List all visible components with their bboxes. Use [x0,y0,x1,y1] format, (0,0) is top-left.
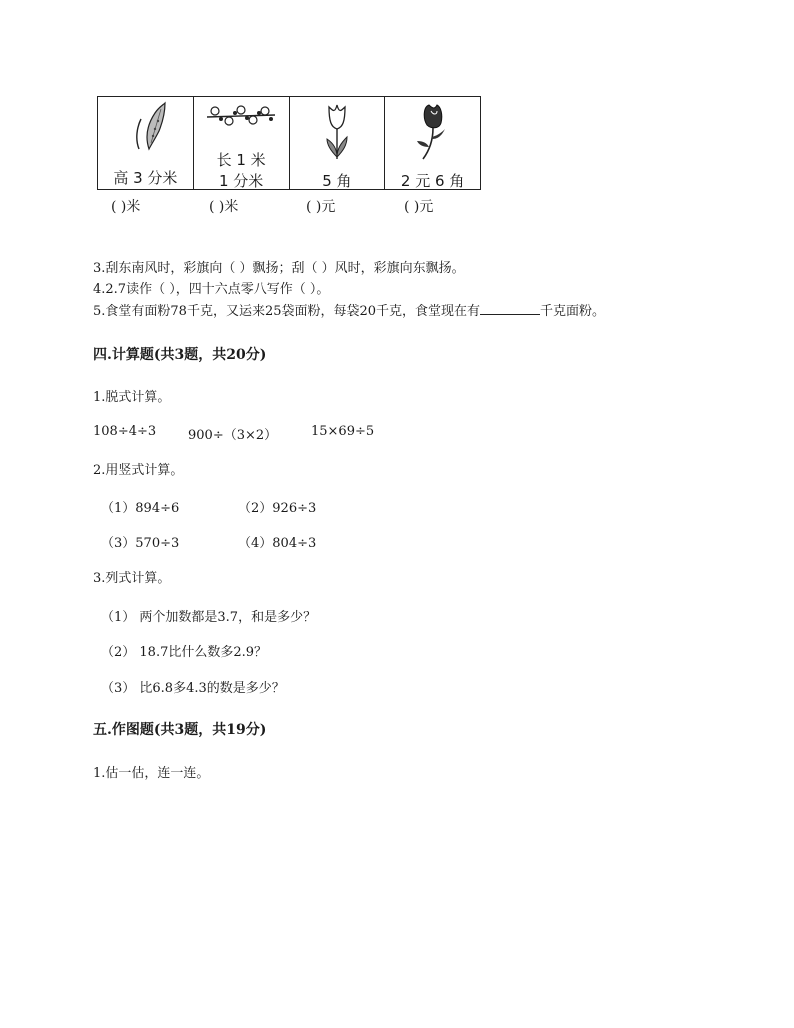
calc-item: 108÷4÷3 [93,424,157,439]
table-cell-tulip [290,97,386,189]
answer-line[interactable] [480,302,540,315]
answer-blank[interactable]: ( )米 [209,199,239,215]
tulip-icon [307,101,367,161]
cell-label: 长 1 米 [216,151,266,169]
word-problem: （2） 18.7比什么数多2.9？ [101,645,268,660]
word-problem: （1） 两个加数都是3.7，和是多少？ [101,610,317,625]
answer-blank[interactable]: ( )元 [404,199,434,215]
calc-item: 15×69÷5 [311,424,375,439]
question-5 [93,300,605,319]
table-cell-flower-branch [194,97,290,189]
calc-item: 900÷（3×2） [188,428,278,443]
section-title: 五.作图题(共3题，共19分) [93,722,267,738]
answer-blank[interactable]: ( )元 [306,199,336,215]
question-title: 1.脱式计算。 [93,390,171,405]
question-4: 4.2.7读作（ ），四十六点零八写作（ ）。 [93,282,330,297]
table-cell-rose [385,97,480,189]
question-title: 1.估一估，连一连。 [93,766,210,781]
word-problem: （3） 比6.8多4.3的数是多少？ [101,681,285,696]
calc-item: （1）894÷6 [101,501,180,516]
cell-label: 高 3 分米 [113,169,178,187]
calc-item: （3）570÷3 [101,536,180,551]
cell-label: 1 分米 [218,172,264,190]
rose-icon [403,101,463,163]
cell-label: 5 角 [322,172,352,190]
question-5-text-end: 千克面粉。 [540,304,606,319]
picture-table [97,96,481,190]
question-title: 3.列式计算。 [93,571,171,586]
question-5-text: 5.食堂有面粉78千克，又运来25袋面粉，每袋20千克，食堂现在有 [93,304,481,319]
answer-blank[interactable]: ( )米 [111,199,141,215]
cell-label: 2 元 6 角 [400,172,465,190]
calc-item: （4）804÷3 [238,536,317,551]
table-cell-leaf [98,97,194,189]
section-title: 四.计算题(共3题，共20分) [93,347,267,363]
flower-branch-icon [201,101,281,131]
question-title: 2.用竖式计算。 [93,463,184,478]
question-3: 3.刮东南风时，彩旗向（ ）飘扬；刮（ ）风时，彩旗向东飘扬。 [93,261,465,276]
leaf-icon [115,101,175,153]
calc-item: （2）926÷3 [238,501,317,516]
